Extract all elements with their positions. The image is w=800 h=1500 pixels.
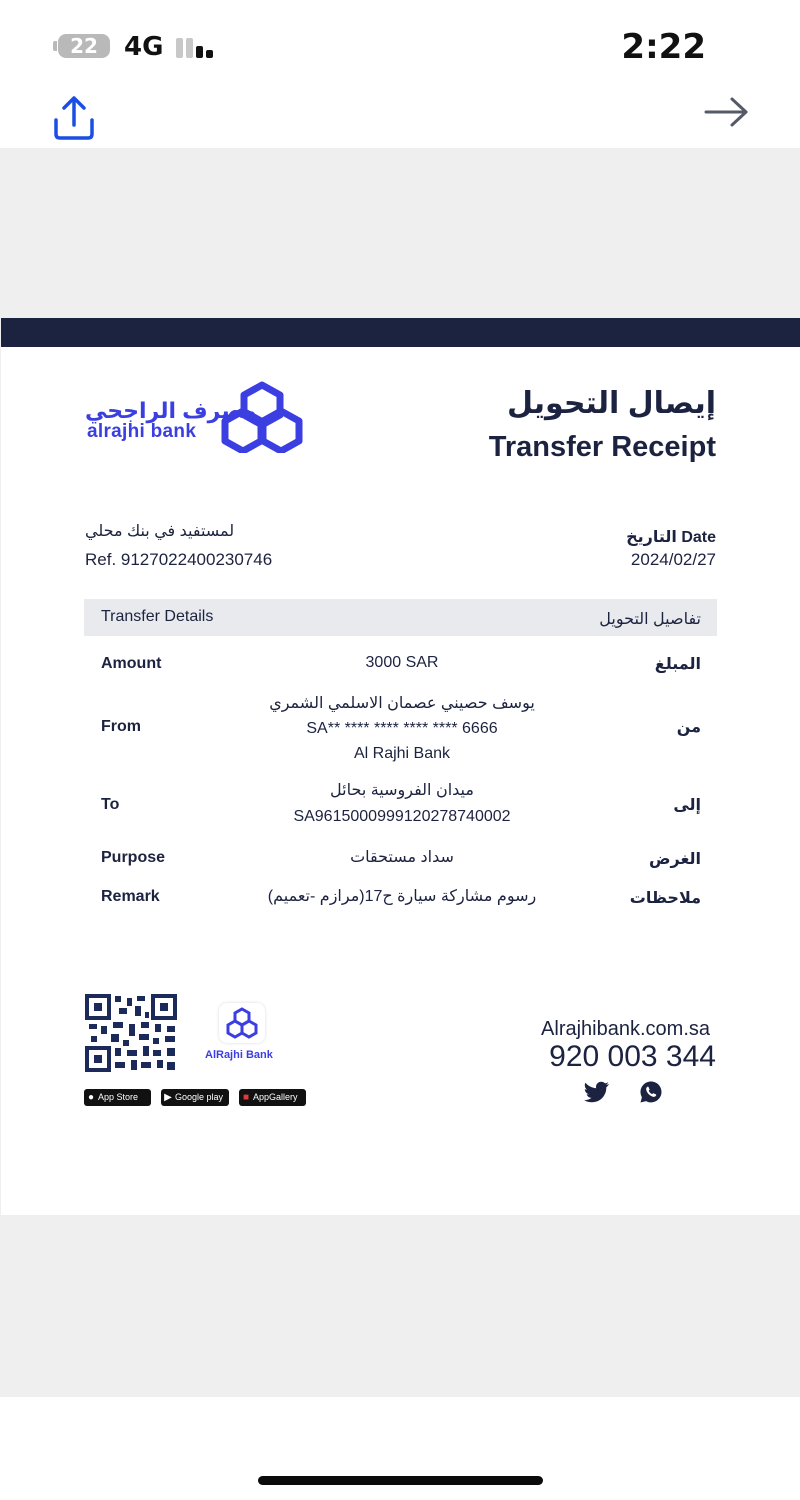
apple-icon: ●	[87, 1092, 95, 1103]
arrow-right-icon[interactable]	[702, 94, 750, 130]
huawei-icon: ■	[242, 1092, 250, 1103]
whatsapp-icon[interactable]	[639, 1080, 663, 1104]
row-label-english: To	[101, 796, 120, 813]
top-toolbar	[0, 80, 800, 148]
play-icon: ▶	[164, 1092, 172, 1103]
row-label-english: Amount	[101, 655, 162, 672]
row-label-arabic: إلى	[673, 797, 701, 814]
remark-value: رسوم مشاركة سيارة ح17(مرازم -تعميم)	[267, 888, 537, 905]
status-bar	[0, 0, 800, 80]
signal-icon	[176, 36, 218, 58]
logo-arabic-text: مصرف الراجحي	[85, 398, 257, 423]
twitter-icon[interactable]	[584, 1081, 610, 1103]
row-label-english: Remark	[101, 888, 160, 905]
receipt-title-arabic: إيصال التحويل	[506, 387, 716, 420]
details-header-arabic: تفاصيل التحويل	[599, 611, 701, 628]
sender-bank: Al Rajhi Bank	[353, 745, 451, 762]
row-label-arabic: من	[676, 719, 701, 736]
logo-english-text: alrajhi bank	[87, 421, 197, 442]
receipt-header-band	[1, 318, 800, 347]
network-type: 4G	[124, 32, 164, 62]
receipt-title: Transfer Receipt	[488, 431, 716, 463]
share-icon[interactable]	[50, 94, 98, 142]
battery-indicator: 22	[58, 34, 110, 58]
row-label-arabic: ملاحظات	[629, 890, 701, 907]
purpose-value: سداد مستحقات	[350, 849, 454, 866]
row-label-arabic: الغرض	[649, 851, 701, 868]
status-time: 2:22	[621, 27, 706, 67]
appgallery-badge[interactable]: ■ AppGallery	[239, 1089, 306, 1106]
row-label-english: Purpose	[101, 849, 166, 866]
recipient-iban: SA9615000999120278740002	[293, 808, 511, 825]
app-name: AlRajhi Bank	[205, 1049, 273, 1061]
amount-value: 3000 SAR	[365, 654, 439, 671]
reference-number: Ref. 9127022400230746	[85, 550, 273, 569]
transfer-receipt	[1, 318, 800, 1215]
home-indicator[interactable]	[258, 1476, 543, 1485]
row-label-english: From	[101, 718, 141, 735]
row-label-arabic: المبلغ	[654, 656, 701, 673]
sender-name: يوسف حصيني عصمان الاسلمي الشمري	[269, 695, 535, 712]
recipient-name: ميدان الفروسية بحائل	[330, 782, 474, 799]
qr-code	[85, 994, 177, 1072]
phone-number[interactable]: 920 003 344	[549, 1040, 716, 1073]
alrajhi-app-icon	[219, 1003, 265, 1043]
details-header-english: Transfer Details	[101, 608, 214, 625]
transfer-details-header	[84, 599, 717, 636]
sender-iban: SA** **** **** **** **** 6666	[306, 720, 498, 737]
app-store-badge[interactable]: ● App Store	[84, 1089, 151, 1106]
date-value: 2024/02/27	[630, 550, 716, 569]
website-link[interactable]: Alrajhibank.com.sa	[541, 1018, 710, 1040]
google-play-badge[interactable]: ▶ Google play	[161, 1089, 229, 1106]
app-icon	[219, 1003, 265, 1043]
date-label: التاريخ Date	[626, 529, 716, 546]
battery-tip	[53, 41, 57, 51]
beneficiary-type: لمستفيد في بنك محلي	[85, 523, 235, 540]
